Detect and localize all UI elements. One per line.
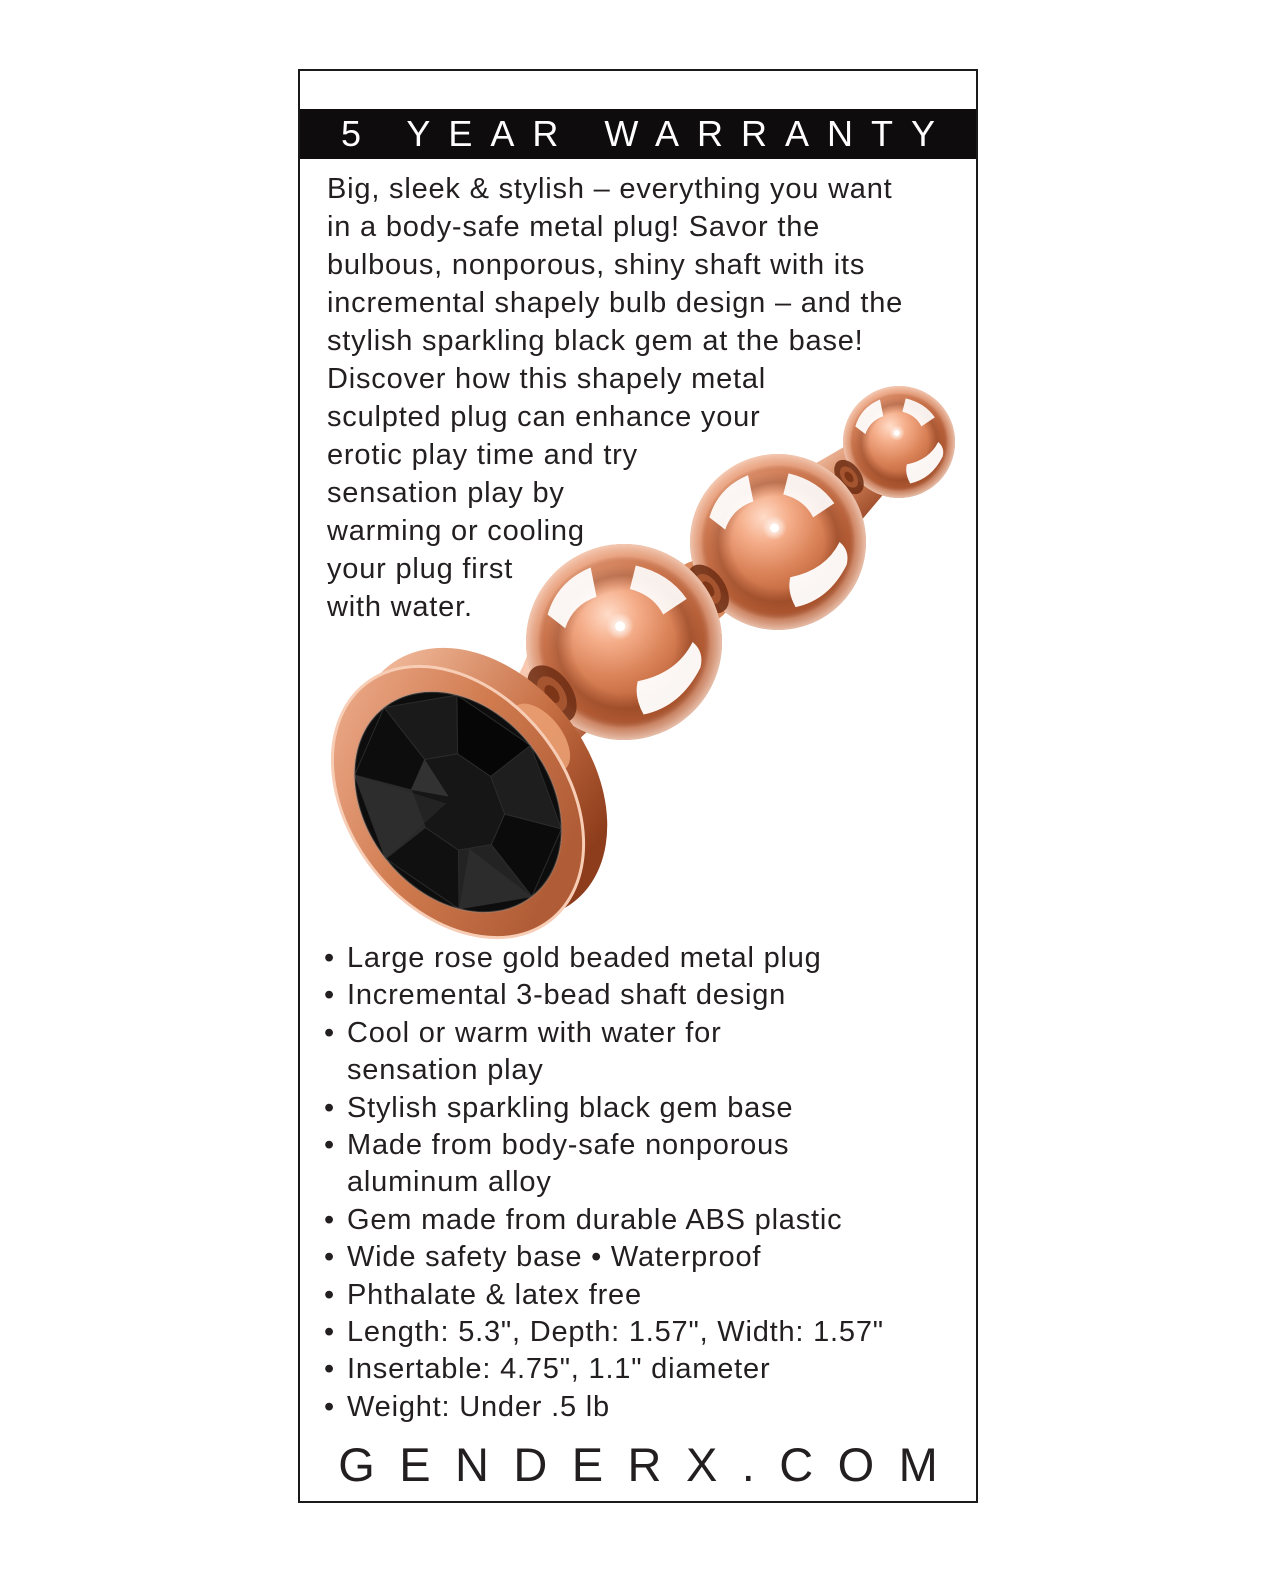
list-item-text: Made from body-safe nonporous <box>347 1129 790 1162</box>
list-item <box>324 1351 964 1388</box>
list-item <box>324 977 964 1014</box>
list-item-text: Stylish sparkling black gem base <box>347 1091 794 1124</box>
list-item-text: Incremental 3-bead shaft design <box>347 979 787 1012</box>
bullet-marker: • <box>324 1316 335 1349</box>
list-item <box>324 1277 964 1314</box>
list-item-text: aluminum alloy <box>347 1166 552 1199</box>
list-item <box>324 940 964 977</box>
list-item-text: Length: 5.3", Depth: 1.57", Width: 1.57" <box>347 1316 884 1349</box>
bullet-marker: • <box>324 942 335 974</box>
bullet-marker: • <box>324 1353 335 1386</box>
list-item <box>324 1239 964 1276</box>
description-line: warming or cooling <box>327 515 585 547</box>
list-item <box>324 1015 964 1090</box>
description-line: in a body-safe metal plug! Savor the <box>327 211 821 243</box>
list-item <box>324 1389 964 1426</box>
bullet-marker: • <box>324 1278 335 1311</box>
list-item-text: Gem made from durable ABS plastic <box>347 1203 843 1236</box>
footer <box>300 1437 976 1492</box>
list-item <box>324 1090 964 1127</box>
description-line: sculpted plug can enhance your <box>327 401 761 433</box>
description-line: your plug first <box>327 553 514 585</box>
description-line: bulbous, nonporous, shiny shaft with its <box>327 249 866 281</box>
bullet-marker: • <box>324 1129 335 1162</box>
list-item-text: Cool or warm with water for <box>347 1016 722 1049</box>
bullet-marker: • <box>324 979 335 1012</box>
description-line: with water. <box>327 591 473 623</box>
bullet-marker: • <box>324 1390 335 1423</box>
packaging-panel <box>298 69 978 1503</box>
warranty-banner <box>300 109 976 159</box>
list-item <box>324 1314 964 1351</box>
bullet-marker: • <box>324 1016 335 1049</box>
list-item-text: Large rose gold beaded metal plug <box>347 942 822 974</box>
list-item-text: Weight: Under .5 lb <box>347 1390 610 1423</box>
description-line: Discover how this shapely metal <box>327 363 767 395</box>
description-line: incremental shapely bulb design – and the <box>327 287 904 319</box>
list-item-text: Wide safety base • Waterproof <box>347 1241 762 1274</box>
description-line: Big, sleek & stylish – everything you want <box>327 173 893 205</box>
description-line: erotic play time and try <box>327 439 638 471</box>
list-item <box>324 1202 964 1239</box>
bullet-marker: • <box>324 1203 335 1236</box>
website-url: GENDERX.COM <box>338 1438 963 1491</box>
bullet-marker: • <box>324 1241 335 1274</box>
description-line: sensation play by <box>327 477 565 509</box>
list-item-text: sensation play <box>347 1054 544 1087</box>
list-item-text: Phthalate & latex free <box>347 1278 642 1311</box>
feature-list <box>324 940 964 1426</box>
list-item <box>324 1127 964 1202</box>
warranty-banner-label: 5 YEAR WARRANTY <box>340 113 954 154</box>
product-photo <box>300 361 976 1021</box>
bullet-marker: • <box>324 1091 335 1124</box>
description-line: stylish sparkling black gem at the base! <box>327 325 864 357</box>
list-item-text: Insertable: 4.75", 1.1" diameter <box>347 1353 771 1386</box>
